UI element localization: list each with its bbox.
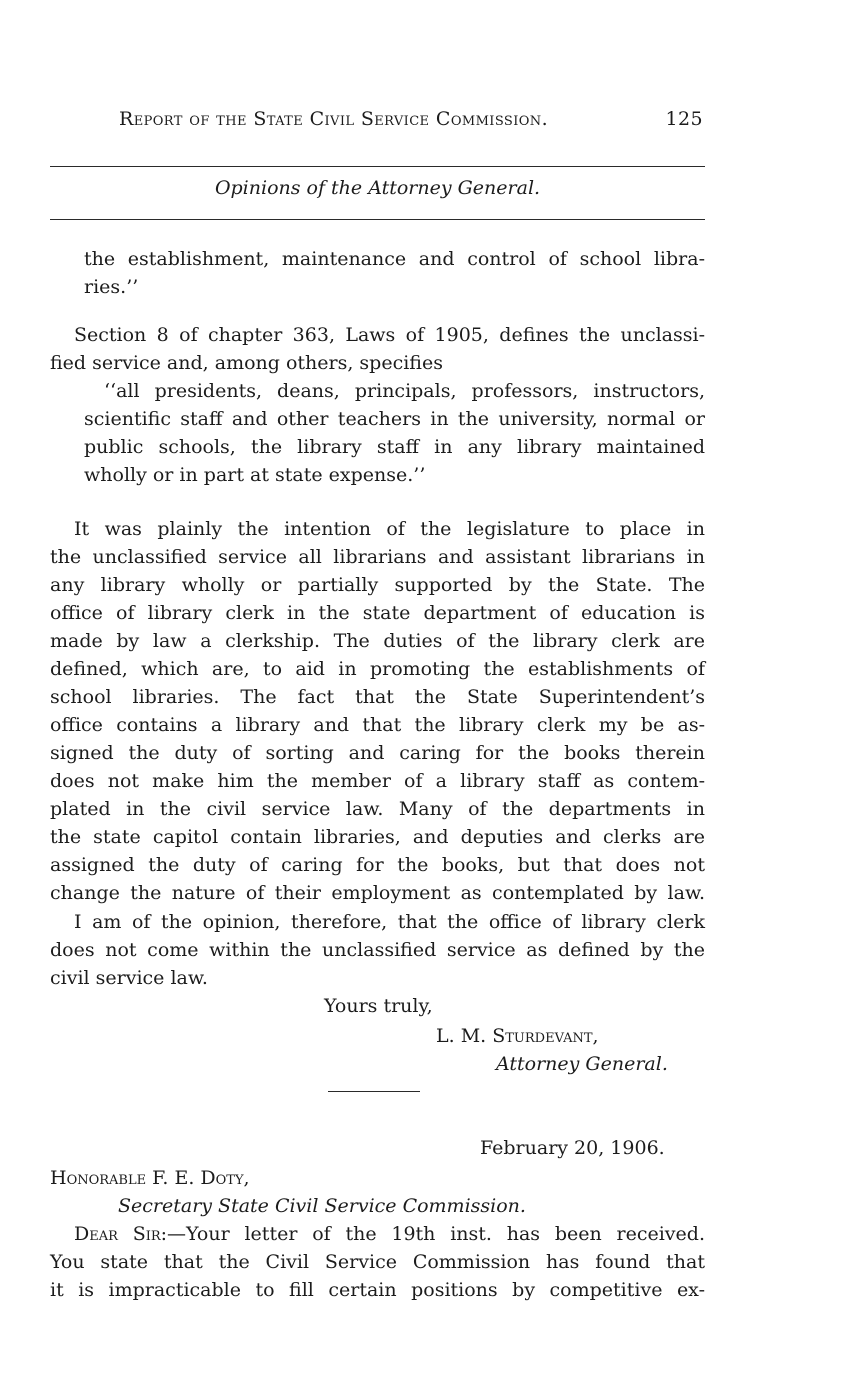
text-line: any library wholly or partially supported by the State. The — [50, 574, 705, 596]
running-title: Report of the State Civil Service Commission. — [119, 108, 549, 130]
text-line: the establishment, maintenance and control of school libra- — [84, 248, 705, 270]
text-line: assigned the duty of caring for the books, but that does not — [50, 854, 705, 876]
closing: Yours truly, — [324, 995, 433, 1017]
text-line: You state that the Civil Service Commission has found that — [50, 1251, 705, 1273]
salutation: Dear Sir — [74, 1223, 161, 1245]
text-line: the state capitol contain libraries, and deputies and clerks are — [50, 826, 705, 848]
text-line: office contains a library and that the library clerk my be as- — [50, 714, 705, 736]
text-line — [50, 1220, 705, 1248]
letter-date: February 20, 1906. — [480, 1137, 665, 1159]
paragraph-opinion — [50, 908, 705, 992]
letter-body — [50, 1220, 705, 1304]
header-rule-top — [50, 166, 705, 167]
text-line: change the nature of their employment as contemplated by law. — [50, 882, 705, 904]
text-line: wholly or in part at state expense.’’ — [84, 464, 426, 486]
block-quote — [84, 377, 705, 489]
text-line: ries.’’ — [84, 276, 139, 298]
page-number: 125 — [665, 108, 703, 130]
header-rule-bottom — [50, 219, 705, 220]
addressee-title: Secretary State Civil Service Commission. — [118, 1195, 526, 1217]
paragraph-section8 — [50, 321, 705, 377]
text-line: scientific staff and other teachers in the university, normal or — [84, 408, 705, 430]
continued-quote — [50, 245, 705, 301]
text-line: school libraries. The fact that the State Superintendent’s — [50, 686, 705, 708]
paragraph-intention — [50, 515, 705, 907]
text-line: ‘‘all presidents, deans, principals, professors, instructors, — [104, 380, 705, 402]
text-line: signed the duty of sorting and caring for the books therein — [50, 742, 705, 764]
separator-rule — [328, 1091, 420, 1092]
text-line: office of library clerk in the state department of education is — [50, 602, 705, 624]
text-line: plated in the civil service law. Many of the departments in — [50, 798, 705, 820]
signatory-name: L. M. Sturdevant, — [436, 1025, 599, 1047]
text-line: it is impracticable to fill certain positions by competitive ex- — [50, 1279, 705, 1301]
text-line: does not come within the unclassified service as defined by the — [50, 939, 705, 961]
letter-body-first: :—Your letter of the 19th inst. has been received. — [160, 1223, 705, 1245]
text-line: fied service and, among others, specifies — [50, 352, 443, 374]
section-title: Opinions of the Attorney General. — [214, 177, 541, 199]
text-line: does not make him the member of a library staff as contem- — [50, 770, 705, 792]
text-line: It was plainly the intention of the legislature to place in — [74, 518, 705, 540]
text-line: public schools, the library staff in any library maintained — [84, 436, 705, 458]
text-line: I am of the opinion, therefore, that the office of library clerk — [74, 911, 705, 933]
signatory-title: Attorney General. — [496, 1053, 668, 1075]
addressee-name: Honorable F. E. Doty, — [50, 1167, 250, 1189]
text-line: Section 8 of chapter 363, Laws of 1905, defines the unclassi- — [74, 324, 705, 346]
text-line: made by law a clerkship. The duties of the library clerk are — [50, 630, 705, 652]
text-line: defined, which are, to aid in promoting the establishments of — [50, 658, 705, 680]
text-line: civil service law. — [50, 967, 208, 989]
text-line: the unclassified service all librarians and assistant librarians in — [50, 546, 705, 568]
